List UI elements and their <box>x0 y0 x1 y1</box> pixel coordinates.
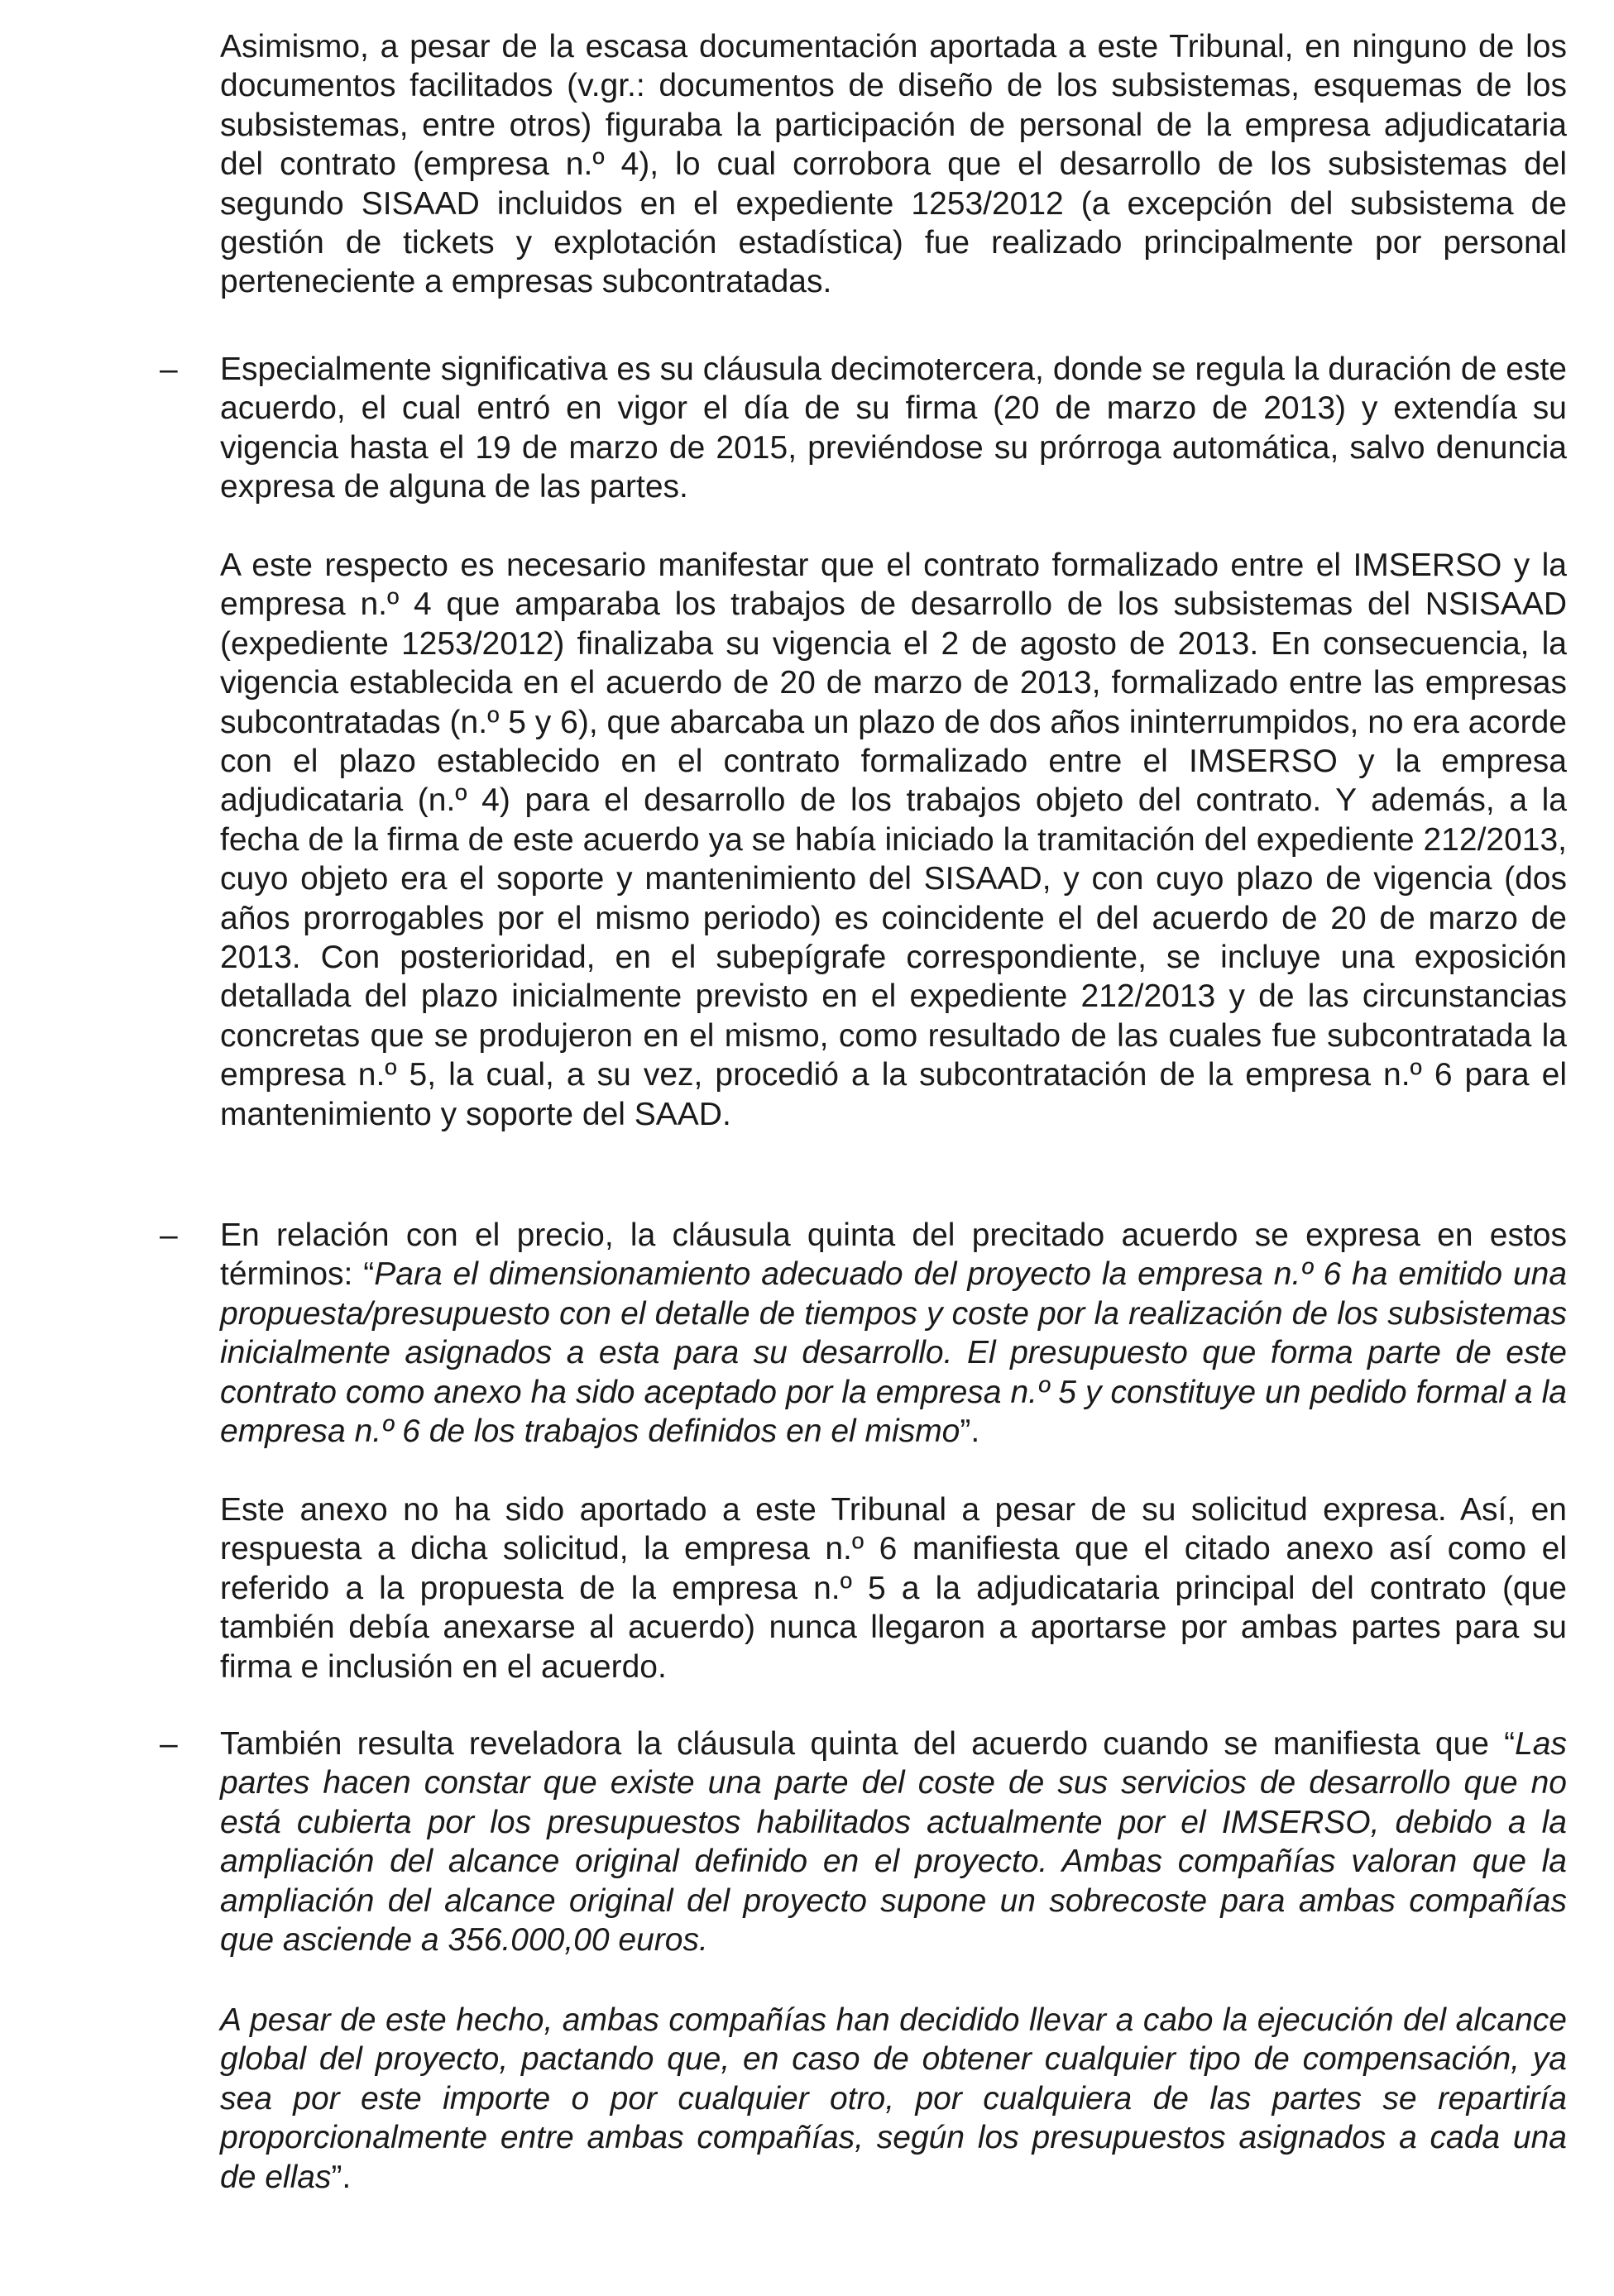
paragraph-price-clause <box>220 1216 1567 1451</box>
paragraph-documentation: Asimismo, a pesar de la escasa documentación aportada a este Tribunal, en ninguno de los documentos facilitados (v.gr.: documentos de diseño de los subsistemas, esquemas de los subsistemas, entre otros) figuraba la participación de personal de la empresa adjudicataria del contrato (empresa n.º 4), lo cual corrobora que el desarrollo de los subsistemas del segundo SISAAD incluidos en el expediente 1253/2012 (a excepción del subsistema de gestión de tickets y explotación estadística) fue realizado principalmente por personal perteneciente a empresas subcontratadas. <box>220 29 1567 300</box>
list-bullet: – <box>160 1726 178 1762</box>
paragraph-overcost-clause <box>220 1724 1567 1959</box>
paragraph-validity-analysis: A este respecto es necesario manifestar que el contrato formalizado entre el IMSERSO y la empresa n.º 4 que amparaba los trabajos de desarrollo de los subsistemas del NSISAAD (expediente 1253/2012) finalizaba su vigencia el 2 de agosto de 2013. En consecuencia, la vigencia establecida en el acuerdo de 20 de marzo de 2013, formalizado entre las empresas subcontratadas (n.º 5 y 6), que abarcaba un plazo de dos años ininterrumpidos, no era acorde con el plazo establecido en el contrato formalizado entre el IMSERSO y la empresa adjudicataria (n.º 4) para el desarrollo de los trabajos objeto del contrato. Y además, a la fecha de la firma de este acuerdo ya se había iniciado la tramitación del expediente 212/2013, cuyo objeto era el soporte y mantenimiento del SISAAD, y con cuyo plazo de vigencia (dos años prorrogables por el mismo periodo) es coincidente el del acuerdo de 20 de marzo de 2013. Con posterioridad, en el subepígrafe correspondiente, se incluye una exposición detallada del plazo inicialmente previsto en el expediente 212/2013 y de las circunstancias concretas que se produjeron en el mismo, como resultado de las cuales fue subcontratada la empresa n.º 5, la cual, a su vez, procedió a la subcontratación de la empresa n.º 6 para el mantenimiento y soporte del SAAD. <box>220 548 1567 1132</box>
price-clause-quote: Para el dimensionamiento adecuado del proyecto la empresa n.º 6 ha emitido una propuesta/presupuesto con el detalle de tiempos y coste por la realización de los subsistemas inicialmente asignados a esta para su desarrollo. El presupuesto que forma parte de este contrato como anexo ha sido aceptado por la empresa n.º 5 y constituye un pedido formal a la empresa n.º 6 de los trabajos definidos en el mismo <box>220 1256 1568 1450</box>
list-bullet: – <box>160 1217 178 1253</box>
overcost-clause-quote: Las partes hacen constar que existe una parte del coste de sus servicios de desarrollo que no está cubierta por los presupuestos habilitados actualmente por el IMSERSO, debido a la ampliación del alcance original definido en el proyecto. Ambas compañías valoran que la ampliación del alcance original del proyecto supone un sobrecoste para ambas compañías que asciende a 356.000,00 euros. <box>220 1726 1567 1959</box>
paragraph-annex: Este anexo no ha sido aportado a este Tribunal a pesar de su solicitud expresa. Así, en respuesta a dicha solicitud, la empresa n.º 6 manifiesta que el citado anexo así como el referido a la propuesta de la empresa n.º 5 a la adjudicataria principal del contrato (que también debía anexarse al acuerdo) nunca llegaron a aportarse por ambas partes para su firma e inclusión en el acuerdo. <box>220 1492 1567 1685</box>
price-clause-lead: En relación con el precio, la cláusula quinta del precitado acuerdo se expresa en estos términos: “ <box>220 1217 1567 1293</box>
list-bullet: – <box>160 352 178 387</box>
overcost-clause-lead: También resulta reveladora la cláusula quinta del acuerdo cuando se manifiesta que “ <box>220 1726 1516 1762</box>
compensation-quote-end: ”. <box>331 2159 352 2195</box>
paragraph-clause-thirteen: Especialmente significativa es su cláusula decimotercera, donde se regula la duración de este acuerdo, el cual entró en vigor el día de su firma (20 de marzo de 2013) y extendía su vigencia hasta el 19 de marzo de 2015, previéndose su prórroga automática, salvo denuncia expresa de alguna de las partes. <box>220 352 1567 505</box>
paragraph-compensation-quote <box>220 2001 1567 2197</box>
compensation-quote: A pesar de este hecho, ambas compañías han decidido llevar a cabo la ejecución del alcance global del proyecto, pactando que, en caso de obtener cualquier tipo de compensación, ya sea por este importe o por cualquier otro, por cualquiera de las partes se repartiría proporcionalmente entre ambas compañías, según los presupuestos asignados a cada una de ellas <box>220 2002 1567 2195</box>
price-clause-end: ”. <box>960 1413 980 1450</box>
